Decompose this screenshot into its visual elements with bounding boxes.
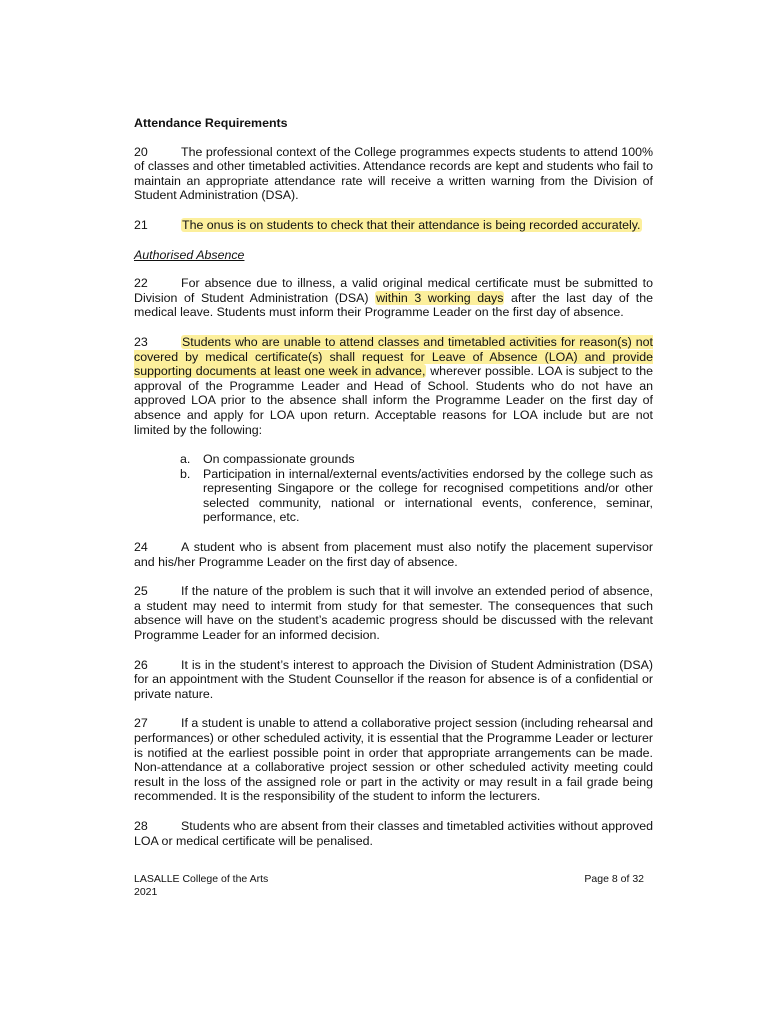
paragraph-25 bbox=[134, 584, 653, 642]
highlighted-text: Students who are unable to attend classes and timetabled activities for reason(s) not covered by medical certificate(s) shall request for Leave of Absence (LOA) and provide supporting documents at least one week in advance, bbox=[134, 334, 653, 379]
paragraph-23 bbox=[134, 335, 653, 437]
paragraph-number: 28 bbox=[134, 818, 148, 833]
page-total: 32 bbox=[632, 873, 644, 885]
paragraph-text: Students who are absent from their classes and timetabled activities without approved LOA or medical certificate will be penalised. bbox=[134, 818, 653, 848]
highlighted-text: within 3 working days bbox=[376, 290, 504, 305]
paragraph-number: 25 bbox=[134, 584, 148, 599]
paragraph-number: 27 bbox=[134, 716, 148, 731]
footer-year: 2021 bbox=[134, 886, 158, 898]
paragraph-24 bbox=[134, 540, 653, 569]
paragraph-text: after the last day of the medical leave. Students must inform their Programme Leader on the first day of absence. bbox=[134, 290, 653, 320]
paragraph-number: 21 bbox=[134, 217, 148, 232]
paragraph-number: 23 bbox=[134, 334, 148, 349]
document-body bbox=[134, 116, 653, 863]
footer-org: LASALLE College of the Arts bbox=[134, 873, 269, 885]
paragraph-number: 22 bbox=[134, 276, 148, 291]
paragraph-text: A student who is absent from placement must also notify the placement supervisor and his/her Programme Leader on the first day of absence. bbox=[134, 540, 653, 569]
paragraph-text: wherever possible. LOA is subject to the approval of the Programme Leader and Head of School. Students who do not have an approved LOA prior to the absence shall inform the Programme Leader on the first day of absence and apply for LOA upon return. Acceptable reasons for LOA include but are not limited by the following: bbox=[134, 364, 653, 437]
paragraph-number: 20 bbox=[134, 144, 148, 159]
subsection-heading: Authorised Absence bbox=[134, 247, 245, 262]
paragraph-number: 24 bbox=[134, 540, 148, 555]
list-marker: b. bbox=[180, 466, 191, 481]
paragraph-26 bbox=[134, 658, 653, 702]
page-prefix: Page bbox=[584, 873, 612, 885]
paragraph-27 bbox=[134, 716, 653, 804]
footer-left bbox=[134, 873, 268, 899]
page-number bbox=[584, 873, 644, 886]
paragraph-text: The professional context of the College programmes expects students to attend 100% of classes and other timetabled activities. Attendance records are kept and students who fail to maintain an appropriate attendance rate will receive a written warning from the Division of Student Administration (DSA). bbox=[134, 144, 653, 203]
paragraph-text: If the nature of the problem is such that it will involve an extended period of absence, a student may need to intermit from study for that semester. The consequences that such absence will have on the student’s academic progress should be discussed with the relevant Programme Leader for an informed decision. bbox=[134, 584, 653, 643]
paragraph-22 bbox=[134, 276, 653, 320]
paragraph-text: If a student is unable to attend a collaborative project session (including rehearsal and performances) or other scheduled activity, it is essential that the Programme Leader or lecturer is notified at the earliest possible point in order that appropriate arrangements can be made. Non-attendance at a collaborative project session or other scheduled activity meeting could result in the loss of the assigned role or part in the activity or may result in a fail grade being recommended. It is the responsibility of the student to inform the lecturers. bbox=[134, 716, 653, 804]
list-item-text: Participation in internal/external events/activities endorsed by the college such as representing Singapore or the college for recognised competitions and/or other selected community, national or international events, conference, seminar, performance, etc. bbox=[203, 466, 653, 525]
section-heading: Attendance Requirements bbox=[134, 116, 288, 130]
paragraph-28 bbox=[134, 819, 653, 848]
page-mid: of bbox=[617, 873, 633, 885]
paragraph-21 bbox=[134, 218, 653, 233]
paragraph-20 bbox=[134, 145, 653, 203]
list-marker: a. bbox=[180, 452, 191, 467]
list-item bbox=[180, 467, 653, 525]
list-item bbox=[180, 452, 653, 467]
reasons-list bbox=[180, 452, 653, 525]
paragraph-text: For absence due to illness, a valid original medical certificate must be submitted to Division of Student Administration (DSA) bbox=[134, 276, 653, 305]
paragraph-text: It is in the student’s interest to approach the Division of Student Administration (DSA) for an appointment with the Student Counsellor if the reason for absence is of a confidential or private nature. bbox=[134, 657, 653, 701]
paragraph-number: 26 bbox=[134, 657, 148, 672]
page-current: 8 bbox=[611, 873, 618, 885]
list-item-text: On compassionate grounds bbox=[203, 452, 355, 467]
highlighted-text: The onus is on students to check that their attendance is being recorded accurately. bbox=[182, 217, 641, 232]
